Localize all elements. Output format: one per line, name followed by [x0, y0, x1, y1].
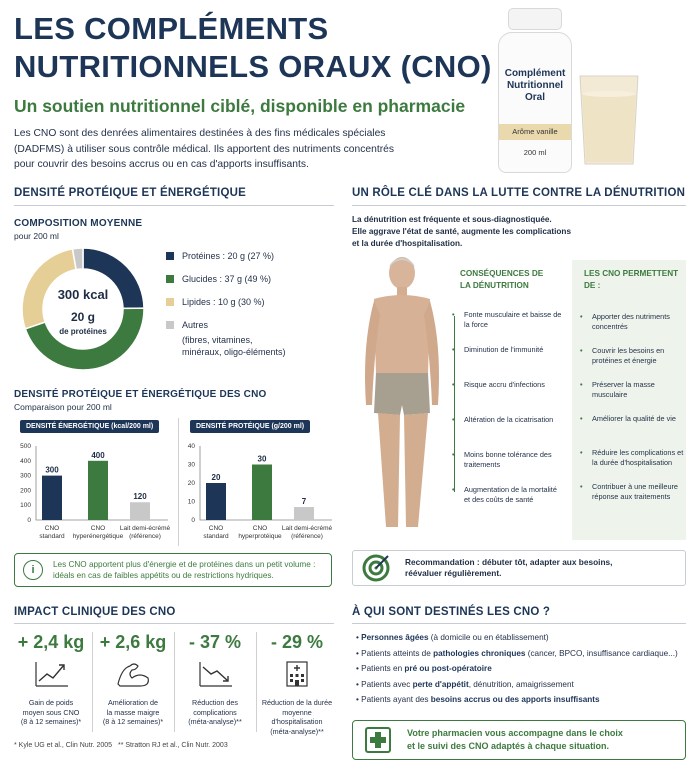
- impact-complications: [176, 632, 254, 727]
- target-item: • Personnes âgées (à domicile ou en établissement): [356, 633, 549, 642]
- bars-section-title: DENSITÉ PROTÉIQUE ET ÉNERGÉTIQUE DES CNO: [14, 389, 267, 400]
- recommendation-2: réévaluer régulièrement.: [405, 568, 502, 578]
- energy-chart-bar: [42, 476, 62, 520]
- impact-hospitalisation-l1: Réduction de la durée: [261, 698, 333, 707]
- target-item: • Patients ayant des besoins accrus ou des apports insuffisants: [356, 695, 600, 704]
- donut-kcal: 300 kcal: [57, 287, 109, 302]
- energy-chart-value-label: 300: [45, 465, 59, 475]
- elderly-man-illustration: [352, 255, 452, 540]
- consequence-item: • Altération de la cicatrisation: [452, 415, 554, 424]
- page-subtitle: Un soutien nutritionnel ciblé, disponible en pharmacie: [14, 96, 466, 116]
- protein-cat1-l2: standard: [203, 533, 229, 540]
- protein-chart-tick: 30: [187, 461, 195, 469]
- protein-chart-tick: 0: [191, 517, 195, 524]
- denutrition-intro-1: La dénutrition est fréquente et sous-diagnostiquée.: [352, 215, 552, 224]
- protein-chart-bar: [206, 483, 226, 520]
- benefit-item: • Apporter des nutriments concentrés: [580, 312, 670, 331]
- impact-hospitalisation-value: - 29 %: [270, 632, 324, 652]
- impact-complications-l1: Réduction des: [192, 698, 238, 707]
- energy-cat1-l1: CNO: [44, 525, 60, 532]
- impact-weight-l1: Gain de poids: [28, 698, 74, 707]
- benefits-title-2: DE :: [584, 281, 601, 290]
- energy-chart-bar: [88, 461, 108, 520]
- consequences-title-1: CONSÉQUENCES DE: [460, 269, 544, 278]
- pharmacist-line-1: Votre pharmacien vous accompagne dans le choix: [407, 728, 623, 738]
- protein-chart-bar: [252, 465, 272, 521]
- impact-weight-value: + 2,4 kg: [17, 632, 85, 652]
- energy-chart-tick: 200: [20, 487, 31, 495]
- consequence-item: • Augmentation de la mortalité et des coûts de santé: [452, 485, 557, 504]
- energy-chart-title: DENSITÉ ÉNERGÉTIQUE (kcal/200 ml): [20, 420, 159, 433]
- protein-cat1-l1: CNO: [208, 525, 224, 532]
- consequence-item: • Risque accru d'infections: [452, 380, 545, 389]
- protein-cat2-l2: hyperprotéique: [238, 533, 282, 540]
- pharmacist-line-2: et le suivi des CNO adaptés à chaque situation.: [407, 741, 610, 751]
- bars-section-subtitle: Comparaison pour 200 ml: [14, 402, 112, 412]
- energy-cat3-l2: (référence): [129, 533, 161, 540]
- targets-section-title: À QUI SONT DESTINÉS LES CNO ?: [352, 606, 551, 618]
- protein-chart-value-label: 20: [211, 473, 221, 482]
- consequences-list: [452, 310, 562, 520]
- energy-chart-tick: 100: [20, 502, 31, 510]
- impact-hospitalisation-l2: moyenne d'hospitalisation: [271, 707, 323, 726]
- consequence-item: • Moins bonne tolérance des traitements: [452, 450, 552, 469]
- benefit-item: • Contribuer à une meilleure réponse aux traitements: [580, 482, 678, 501]
- product-name-3: Oral: [524, 92, 545, 103]
- protein-chart-value-label: 7: [301, 497, 307, 507]
- impact-muscle-l2: la masse maigre: [106, 707, 160, 717]
- recommendation-box: [352, 550, 686, 586]
- benefit-item: • Réduire les complications et la durée d'hospitalisation: [580, 448, 684, 467]
- legend-carbs: Glucides : 37 g (49 %): [182, 274, 272, 284]
- impact-muscle-value: + 2,6 kg: [99, 632, 167, 652]
- impact-complications-l2: complications: [193, 707, 237, 717]
- energy-chart-tick: 300: [20, 472, 31, 480]
- impact-muscle-l3: (8 à 12 semaines)*: [102, 717, 164, 726]
- composition-donut-chart: [20, 246, 146, 372]
- muscle-icon: [94, 658, 172, 690]
- legend-other-detail1: (fibres, vitamines,: [182, 335, 253, 345]
- energy-cat3-l1: Lait demi-écrémé: [119, 525, 171, 532]
- target-item: • Patients atteints de pathologies chroniques (cancer, BPCO, insuffisance cardiaque...): [356, 648, 678, 658]
- product-flavor: Arôme vanille: [499, 124, 571, 140]
- impact-complications-l3: (méta-analyse)**: [188, 717, 242, 726]
- product-volume: 200 ml: [523, 148, 547, 157]
- target-item: • Patients en pré ou post-opératoire: [356, 664, 492, 673]
- benefits-title-1: LES CNO PERMETTENT: [584, 269, 679, 278]
- intro-text: Les CNO sont des denrées alimentaires destinées à des fins médicales spéciales (DADFMS) à utiliser sous contrôle médical. Ils apportent des nutriments concentrés pour couvrir des besoins accrus ou en cas d'apports insuffisants.: [14, 128, 394, 170]
- benefit-item: • Couvrir les besoins en protéines et énergie: [580, 346, 665, 365]
- protein-chart-tick: 10: [187, 498, 195, 506]
- energy-cat1-l2: standard: [39, 533, 65, 540]
- protein-chart-tick: 40: [187, 443, 195, 450]
- impact-weight-l2: moyen sous CNO: [22, 707, 80, 717]
- pharmacy-cross-icon: [365, 727, 391, 753]
- denutrition-section-title: UN RÔLE CLÉ DANS LA LUTTE CONTRE LA DÉNUTRITION: [352, 187, 686, 199]
- energy-cat2-l2: hyperénergétique: [72, 533, 124, 540]
- consequence-item: • Diminution de l'immunité: [452, 345, 544, 354]
- energy-chart-tick: 500: [20, 443, 31, 450]
- consequences-title: [460, 268, 543, 292]
- energy-cat2-l1: CNO: [90, 525, 106, 532]
- composition-subtitle: pour 200 ml: [14, 231, 59, 241]
- info-icon: i: [23, 560, 43, 580]
- energy-chart-tick: 400: [20, 457, 31, 465]
- donut-protein: 20 g: [70, 310, 96, 324]
- reference-1: * Kyle UG et al., Clin Nutr. 2005: [14, 742, 113, 749]
- benefit-item: • Améliorer la qualité de vie: [580, 414, 676, 423]
- impact-weight-l3: (8 à 12 semaines)*: [20, 717, 82, 726]
- page-title-line2: NUTRITIONNELS ORAUX (CNO): [14, 49, 492, 84]
- energy-chart-value-label: 120: [133, 492, 147, 502]
- denutrition-intro-3: et la durée d'hospitalisation.: [352, 239, 463, 248]
- legend-swatch-lipids: [166, 298, 174, 306]
- impact-section-title: IMPACT CLINIQUE DES CNO: [14, 606, 176, 618]
- legend-other-detail2: minéraux, oligo-éléments): [182, 347, 286, 357]
- protein-cat2-l1: CNO: [252, 525, 268, 532]
- hospital-icon: [258, 658, 336, 690]
- trend-up-icon: [12, 658, 90, 690]
- impact-complications-value: - 37 %: [188, 632, 242, 652]
- legend-swatch-carbs: [166, 275, 174, 283]
- protein-chart-title: DENSITÉ PROTÉIQUE (g/200 ml): [190, 420, 310, 433]
- consequences-title-2: LA DÉNUTRITION: [460, 281, 529, 290]
- donut-protein-label: de protéines: [59, 327, 107, 336]
- legend-lipids: Lipides : 10 g (30 %): [182, 297, 265, 307]
- benefit-item: • Préserver la masse musculaire: [580, 380, 655, 399]
- pharmacist-box: [352, 720, 686, 760]
- composition-legend: [166, 250, 336, 358]
- target-icon: [361, 553, 391, 583]
- protein-chart-bar: [294, 507, 314, 520]
- energy-chart-bar: [130, 502, 150, 520]
- targets-list: [356, 630, 686, 708]
- denutrition-intro-2: Elle aggrave l'état de santé, augmente les complications: [352, 227, 571, 236]
- recommendation-1: Recommandation : débuter tôt, adapter aux besoins,: [405, 556, 613, 567]
- density-section-title: DENSITÉ PROTÉIQUE ET ÉNERGÉTIQUE: [14, 187, 246, 199]
- impact-muscle-l1: Amélioration de: [108, 698, 158, 707]
- legend-swatch-proteins: [166, 252, 174, 260]
- legend-other: Autres: [182, 320, 209, 330]
- product-name-2: Nutritionnel: [506, 80, 564, 91]
- consequence-item: • Fonte musculaire et baisse de la force: [452, 310, 562, 329]
- energy-chart-tick: 0: [27, 517, 31, 524]
- target-item: • Patients avec perte d'appétit, dénutrition, amaigrissement: [356, 679, 574, 689]
- impact-hospitalisation-l3: (méta-analyse)**: [270, 726, 324, 736]
- density-note: Les CNO apportent plus d'énergie et de protéines dans un petit volume : idéals en cas de faibles appétits ou de restrictions hydriques.: [53, 560, 316, 580]
- trend-down-icon: [176, 658, 254, 690]
- protein-cat3-l1: Lait demi-écrémé: [281, 525, 333, 532]
- density-note-box: [14, 553, 332, 587]
- energy-chart-value-label: 400: [91, 450, 105, 460]
- legend-swatch-other: [166, 321, 174, 329]
- impact-weight: [12, 632, 90, 727]
- product-bottle: [498, 8, 572, 173]
- protein-chart-value-label: 30: [257, 454, 267, 464]
- reference-2: ** Stratton RJ et al., Clin Nutr. 2003: [118, 742, 228, 749]
- legend-proteins: Protéines : 20 g (27 %): [182, 251, 275, 261]
- composition-title: COMPOSITION MOYENNE: [14, 218, 143, 229]
- glass-of-drink: [576, 72, 642, 168]
- protein-chart-tick: 20: [187, 480, 195, 487]
- page-title-line1: LES COMPLÉMENTS: [14, 11, 329, 46]
- protein-cat3-l2: (référence): [291, 533, 323, 540]
- impact-hospitalisation: [258, 632, 336, 736]
- benefits-title: [584, 268, 678, 292]
- denutrition-intro: [352, 214, 571, 250]
- impact-muscle: [94, 632, 172, 727]
- benefits-list: [580, 312, 684, 516]
- product-name-1: Complément: [504, 68, 566, 79]
